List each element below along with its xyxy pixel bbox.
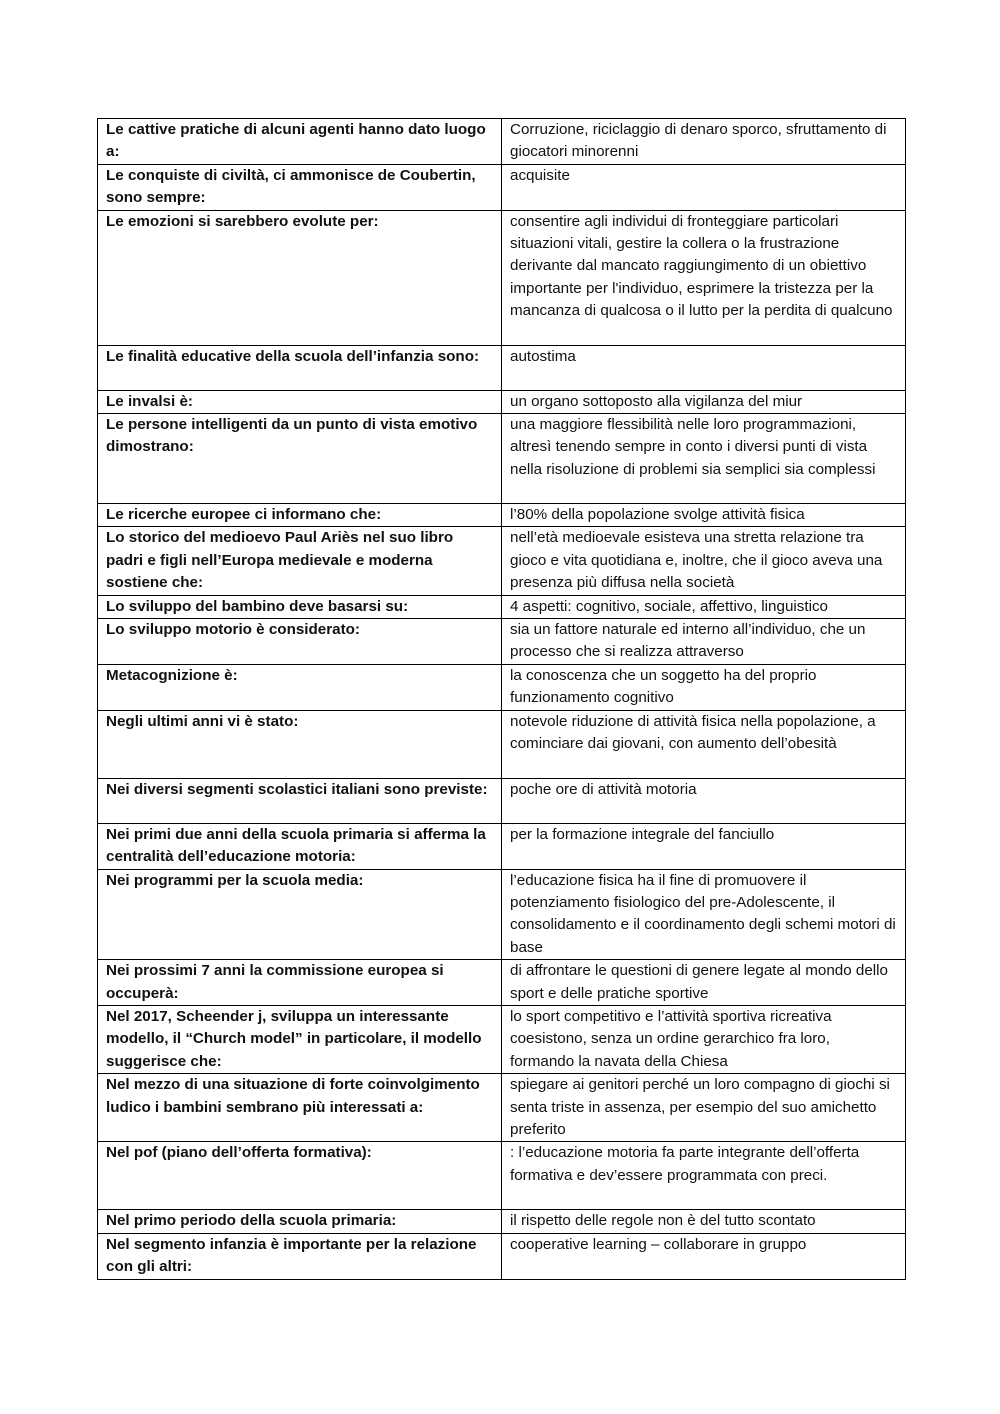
table-row xyxy=(98,960,906,1006)
question-cell: Le finalità educative della scuola dell’infanzia sono: xyxy=(98,345,502,390)
answer-cell: lo sport competitivo e l’attività sportiva ricreativa coesistono, senza un ordine gerarchico fra loro, formando la navata della Chiesa xyxy=(502,1005,906,1073)
table-row xyxy=(98,664,906,710)
answer-cell: poche ore di attività motoria xyxy=(502,778,906,823)
table-row xyxy=(98,414,906,504)
question-cell: Nel primo periodo della scuola primaria: xyxy=(98,1210,502,1233)
question-cell: Nel pof (piano dell’offerta formativa): xyxy=(98,1142,502,1210)
answer-cell: cooperative learning – collaborare in gruppo xyxy=(502,1233,906,1279)
answer-cell: di affrontare le questioni di genere legate al mondo dello sport e delle pratiche sportive xyxy=(502,960,906,1006)
answer-cell: una maggiore flessibilità nelle loro programmazioni, altresì tenendo sempre in conto i diversi punti di vista nella risoluzione di problemi sia semplici sia complessi xyxy=(502,414,906,504)
answer-cell: il rispetto delle regole non è del tutto scontato xyxy=(502,1210,906,1233)
answer-cell: Corruzione, riciclaggio di denaro sporco, sfruttamento di giocatori minorenni xyxy=(502,119,906,165)
question-cell: Le invalsi è: xyxy=(98,390,502,413)
question-cell: Nel segmento infanzia è importante per la relazione con gli altri: xyxy=(98,1233,502,1279)
question-cell: Metacognizione è: xyxy=(98,664,502,710)
table-row xyxy=(98,527,906,595)
question-cell: Lo storico del medioevo Paul Ariès nel suo libro padri e figli nell’Europa medievale e moderna sostiene che: xyxy=(98,527,502,595)
table-row xyxy=(98,869,906,960)
question-cell: Nei primi due anni della scuola primaria si afferma la centralità dell’educazione motoria: xyxy=(98,823,502,869)
question-cell: Lo sviluppo motorio è considerato: xyxy=(98,619,502,665)
table-row xyxy=(98,778,906,823)
question-cell: Lo sviluppo del bambino deve basarsi su: xyxy=(98,595,502,618)
answer-cell: per la formazione integrale del fanciullo xyxy=(502,823,906,869)
answer-cell: nell’età medioevale esisteva una stretta relazione tra gioco e vita quotidiana e, inoltre, che il gioco aveva una presenza più diffusa nella società xyxy=(502,527,906,595)
qa-table-body xyxy=(98,119,906,1280)
table-row xyxy=(98,164,906,210)
table-row xyxy=(98,1005,906,1073)
table-row xyxy=(98,210,906,345)
question-cell: Le cattive pratiche di alcuni agenti hanno dato luogo a: xyxy=(98,119,502,165)
question-cell: Le emozioni si sarebbero evolute per: xyxy=(98,210,502,345)
table-row xyxy=(98,1210,906,1233)
question-cell: Nei programmi per la scuola media: xyxy=(98,869,502,960)
table-row xyxy=(98,119,906,165)
table-row xyxy=(98,710,906,778)
answer-cell: l’educazione fisica ha il fine di promuovere il potenziamento fisiologico del pre-Adolescente, il consolidamento e il coordinamento degli schemi motori di base xyxy=(502,869,906,960)
question-cell: Negli ultimi anni vi è stato: xyxy=(98,710,502,778)
table-row xyxy=(98,619,906,665)
answer-cell: consentire agli individui di fronteggiare particolari situazioni vitali, gestire la collera o la frustrazione derivante dal mancato raggiungimento di un obiettivo importante per l'individuo, esprimere la tristezza per la mancanza di qualcosa o il lutto per la perdita di qualcuno xyxy=(502,210,906,345)
table-row xyxy=(98,345,906,390)
question-cell: Le ricerche europee ci informano che: xyxy=(98,504,502,527)
answer-cell: : l’educazione motoria fa parte integrante dell’offerta formativa e dev’essere programmata con preci. xyxy=(502,1142,906,1210)
question-cell: Nei prossimi 7 anni la commissione europea si occuperà: xyxy=(98,960,502,1006)
answer-cell: 4 aspetti: cognitivo, sociale, affettivo, linguistico xyxy=(502,595,906,618)
question-cell: Nel mezzo di una situazione di forte coinvolgimento ludico i bambini sembrano più interessati a: xyxy=(98,1074,502,1142)
table-row xyxy=(98,1142,906,1210)
answer-cell: l’80% della popolazione svolge attività fisica xyxy=(502,504,906,527)
answer-cell: sia un fattore naturale ed interno all’individuo, che un processo che si realizza attraverso xyxy=(502,619,906,665)
question-cell: Nei diversi segmenti scolastici italiani sono previste: xyxy=(98,778,502,823)
table-row xyxy=(98,504,906,527)
question-cell: Le conquiste di civiltà, ci ammonisce de Coubertin, sono sempre: xyxy=(98,164,502,210)
question-cell: Le persone intelligenti da un punto di vista emotivo dimostrano: xyxy=(98,414,502,504)
answer-cell: spiegare ai genitori perché un loro compagno di giochi si senta triste in assenza, per esempio del suo amichetto preferito xyxy=(502,1074,906,1142)
table-row xyxy=(98,1074,906,1142)
table-row xyxy=(98,823,906,869)
table-row xyxy=(98,595,906,618)
qa-table xyxy=(97,118,906,1280)
answer-cell: autostima xyxy=(502,345,906,390)
question-cell: Nel 2017, Scheender j, sviluppa un interessante modello, il “Church model” in particolare, il modello suggerisce che: xyxy=(98,1005,502,1073)
table-row xyxy=(98,390,906,413)
answer-cell: un organo sottoposto alla vigilanza del miur xyxy=(502,390,906,413)
answer-cell: la conoscenza che un soggetto ha del proprio funzionamento cognitivo xyxy=(502,664,906,710)
table-row xyxy=(98,1233,906,1279)
answer-cell: acquisite xyxy=(502,164,906,210)
answer-cell: notevole riduzione di attività fisica nella popolazione, a cominciare dai giovani, con aumento dell’obesità xyxy=(502,710,906,778)
